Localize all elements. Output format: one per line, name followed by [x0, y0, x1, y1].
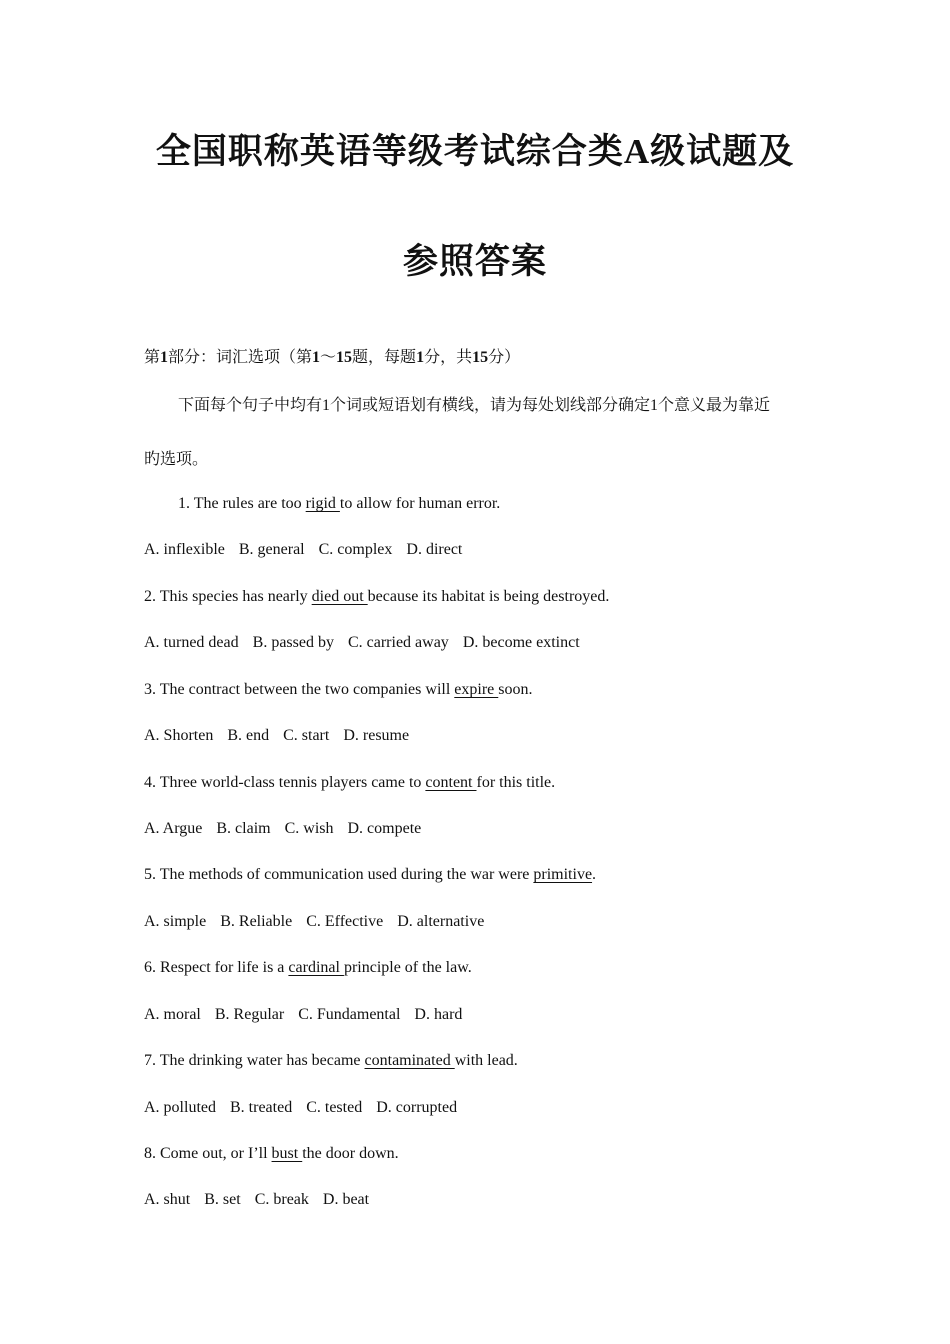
instruction-line2: 旳选项。: [144, 451, 209, 468]
question-1: 1. The rules are too rigid to allow for human error.: [178, 495, 501, 512]
options-4: A. Argue B. claim C. wish D. compete: [144, 820, 422, 837]
underlined-word: rigid: [305, 495, 340, 512]
underlined-word: expire: [454, 681, 499, 698]
underlined-word: contaminated: [364, 1052, 455, 1069]
options-1: A. inflexible B. general C. complex D. direct: [144, 541, 463, 558]
options-6: A. moral B. Regular C. Fundamental D. hard: [144, 1006, 463, 1023]
question-8: 8. Come out, or I’ll bust the door down.: [144, 1145, 399, 1162]
question-3: 3. The contract between the two companies will expire soon.: [144, 681, 533, 698]
question-4: 4. Three world-class tennis players came to content for this title.: [144, 774, 556, 791]
instruction-line1: 下面每个句子中均有1个词或短语划有横线，请为每处划线部分确定1个意义最为靠近: [178, 397, 771, 414]
options-5: A. simple B. Reliable C. Effective D. alternative: [144, 913, 485, 930]
underlined-word: bust: [271, 1145, 303, 1162]
question-2: 2. This species has nearly died out because its habitat is being destroyed.: [144, 588, 610, 605]
question-6: 6. Respect for life is a cardinal principle of the law.: [144, 959, 472, 976]
document-title-line2: 参照答案: [402, 242, 547, 281]
options-8: A. shut B. set C. break D. beat: [144, 1191, 370, 1208]
underlined-word: primitive: [533, 866, 593, 883]
underlined-word: cardinal: [288, 959, 344, 976]
question-5: 5. The methods of communication used during the war were primitive.: [144, 866, 597, 883]
underlined-word: content: [425, 774, 477, 791]
options-2: A. turned dead B. passed by C. carried away D. become extinct: [144, 634, 580, 651]
section-heading: 第1部分：词汇选项（第1～15题，每题1分，共15分）: [144, 349, 521, 366]
underlined-word: died out: [311, 588, 368, 605]
options-7: A. polluted B. treated C. tested D. corrupted: [144, 1099, 458, 1116]
document-title-line1: 全国职称英语等级考试综合类A级试题及: [155, 132, 795, 171]
question-7: 7. The drinking water has became contaminated with lead.: [144, 1052, 518, 1069]
options-3: A. Shorten B. end C. start D. resume: [144, 727, 410, 744]
